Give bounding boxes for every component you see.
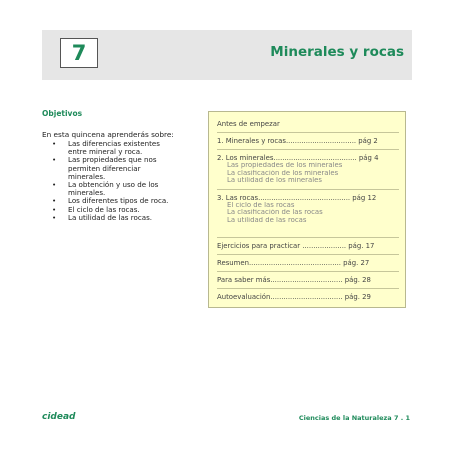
toc-subsection[interactable]: El ciclo de las rocas	[227, 201, 295, 209]
toc-divider	[217, 288, 399, 289]
toc-divider	[217, 149, 399, 150]
page-title: Minerales y rocas	[270, 44, 404, 60]
objective-item: • Las diferencias existentes entre mineral y roca.	[52, 140, 202, 156]
toc-subsection[interactable]: La clasificación de los minerales	[227, 169, 339, 177]
toc-divider	[217, 189, 399, 190]
toc-section-3[interactable]: 3. Las rocas.......................................... pág 12	[217, 193, 377, 202]
objective-item: • La obtención y uso de los minerales.	[52, 181, 202, 197]
toc-section-1[interactable]: 1. Minerales y rocas................................ pág 2	[217, 137, 378, 145]
toc-summary[interactable]: Resumen.......................................... pág. 27	[217, 258, 370, 267]
table-of-contents	[208, 111, 406, 308]
toc-section-2[interactable]: 2. Los minerales...................................... pág 4	[217, 154, 379, 162]
toc-self-evaluation[interactable]: Autoevaluación................................. pág. 29	[217, 292, 371, 301]
toc-subsection[interactable]: La clasificación de las rocas	[227, 209, 323, 217]
toc-divider	[217, 237, 399, 238]
toc-divider	[217, 254, 399, 255]
objective-item: • La utilidad de las rocas.	[52, 214, 202, 222]
objectives-intro: En esta quincena aprenderás sobre:	[42, 130, 174, 139]
objective-item: • Las propiedades que nos permiten diferenciar minerales.	[52, 156, 202, 181]
toc-more[interactable]: Para saber más................................. pág. 28	[217, 275, 371, 284]
toc-subsection[interactable]: La utilidad de los minerales	[227, 177, 322, 185]
toc-divider	[217, 271, 399, 272]
objective-item: • El ciclo de las rocas.	[52, 206, 202, 214]
chapter-number: 7	[60, 38, 98, 68]
toc-subsection[interactable]: La utilidad de las rocas	[227, 216, 307, 224]
toc-divider	[217, 132, 399, 133]
toc-subsection[interactable]: Las propiedades de los minerales	[227, 162, 343, 169]
cidead-logo: cidead	[42, 412, 76, 422]
objective-item: • Los diferentes tipos de roca.	[52, 197, 202, 205]
objectives-heading: Objetivos	[42, 109, 83, 118]
toc-before[interactable]: Antes de empezar	[217, 120, 280, 128]
toc-exercises[interactable]: Ejercicios para practicar .................... pág. 17	[217, 241, 375, 250]
footer-page-label: Ciencias de la Naturaleza 7 . 1	[298, 414, 410, 422]
objectives-list	[52, 140, 202, 222]
